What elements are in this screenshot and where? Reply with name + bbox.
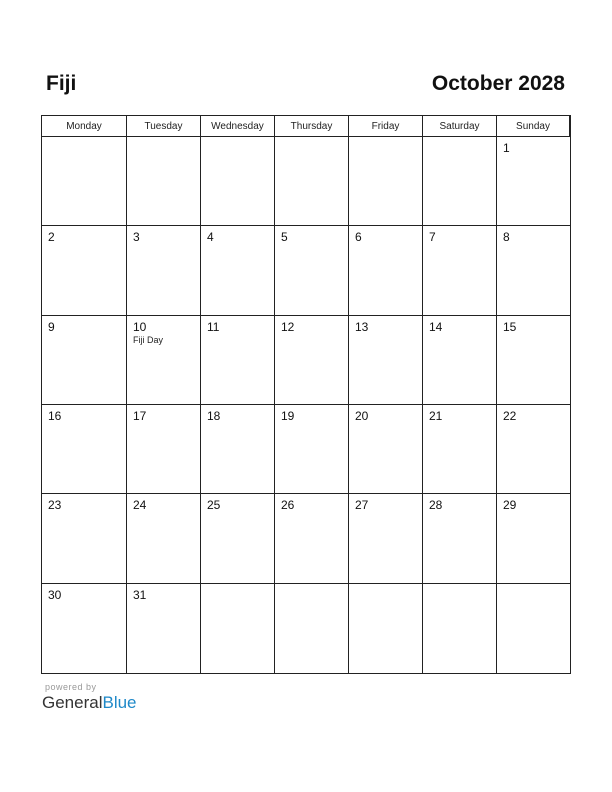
day-cell <box>497 405 570 494</box>
brand-logo[interactable] <box>42 693 137 713</box>
day-number: 15 <box>503 319 517 334</box>
day-number: 31 <box>133 587 147 602</box>
day-number: 11 <box>207 319 220 334</box>
day-number: 24 <box>133 498 147 513</box>
weekday-header: Monday <box>42 116 127 137</box>
day-cell <box>42 584 127 673</box>
brand-general: General <box>42 693 103 712</box>
day-number: 6 <box>355 230 362 245</box>
calendar-grid <box>41 115 571 674</box>
day-number: 14 <box>429 319 443 334</box>
day-cell <box>42 226 127 315</box>
empty-day-cell <box>349 584 423 673</box>
day-cell <box>275 494 349 583</box>
brand-blue: Blue <box>102 693 137 712</box>
day-number: 2 <box>48 230 55 245</box>
day-cell <box>349 494 423 583</box>
day-cell <box>42 494 127 583</box>
day-number: 20 <box>355 409 369 423</box>
day-cell <box>349 226 423 315</box>
day-number: 10 <box>133 319 147 334</box>
day-cell <box>127 405 201 494</box>
day-cell <box>275 405 349 494</box>
day-number: 17 <box>133 409 147 423</box>
empty-day-cell <box>201 137 275 226</box>
day-number: 4 <box>207 230 214 245</box>
holiday-label: Fiji Day <box>133 334 164 345</box>
day-cell <box>275 316 349 405</box>
day-number: 23 <box>48 498 62 513</box>
day-number: 19 <box>281 409 295 423</box>
weekday-header: Friday <box>349 116 423 137</box>
weekday-header: Tuesday <box>127 116 201 137</box>
empty-day-cell <box>423 584 497 673</box>
empty-day-cell <box>275 137 349 226</box>
month-title: October 2028 <box>431 72 565 95</box>
day-cell <box>497 494 570 583</box>
empty-day-cell <box>349 137 423 226</box>
empty-day-cell <box>497 584 570 673</box>
day-cell <box>127 494 201 583</box>
powered-by-text: powered by <box>45 682 97 692</box>
day-cell <box>497 137 570 226</box>
day-number: 26 <box>281 498 295 513</box>
day-cell <box>127 226 201 315</box>
day-number: 9 <box>48 319 55 334</box>
day-cell <box>423 494 497 583</box>
day-number: 1 <box>503 141 510 155</box>
day-cell <box>127 584 201 673</box>
day-cell <box>201 226 275 315</box>
country-name: Fiji <box>46 72 77 95</box>
day-number: 18 <box>207 409 221 423</box>
day-cell <box>275 226 349 315</box>
day-number: 16 <box>48 409 62 423</box>
day-number: 8 <box>503 230 510 245</box>
empty-day-cell <box>423 137 497 226</box>
day-number: 28 <box>429 498 443 513</box>
empty-day-cell <box>127 137 201 226</box>
day-number: 21 <box>429 409 443 423</box>
day-number: 25 <box>207 498 221 513</box>
day-number: 12 <box>281 319 295 334</box>
empty-day-cell <box>42 137 127 226</box>
weekday-header: Wednesday <box>201 116 275 137</box>
weekday-header: Sunday <box>497 116 570 137</box>
day-number: 29 <box>503 498 517 513</box>
day-cell <box>423 226 497 315</box>
day-cell <box>497 316 570 405</box>
day-number: 22 <box>503 409 517 423</box>
day-cell <box>201 494 275 583</box>
day-cell <box>127 316 201 405</box>
empty-day-cell <box>275 584 349 673</box>
day-number: 3 <box>133 230 140 245</box>
day-number: 30 <box>48 587 62 602</box>
day-cell <box>349 316 423 405</box>
day-cell <box>349 405 423 494</box>
day-cell <box>423 316 497 405</box>
day-number: 7 <box>429 230 436 245</box>
day-cell <box>42 405 127 494</box>
day-cell <box>423 405 497 494</box>
empty-day-cell <box>201 584 275 673</box>
day-cell <box>497 226 570 315</box>
day-number: 13 <box>355 319 369 334</box>
day-number: 27 <box>355 498 369 513</box>
day-cell <box>201 316 275 405</box>
day-cell <box>201 405 275 494</box>
weekday-header: Thursday <box>275 116 349 137</box>
weekday-header: Saturday <box>423 116 497 137</box>
day-number: 5 <box>281 230 288 245</box>
day-cell <box>42 316 127 405</box>
